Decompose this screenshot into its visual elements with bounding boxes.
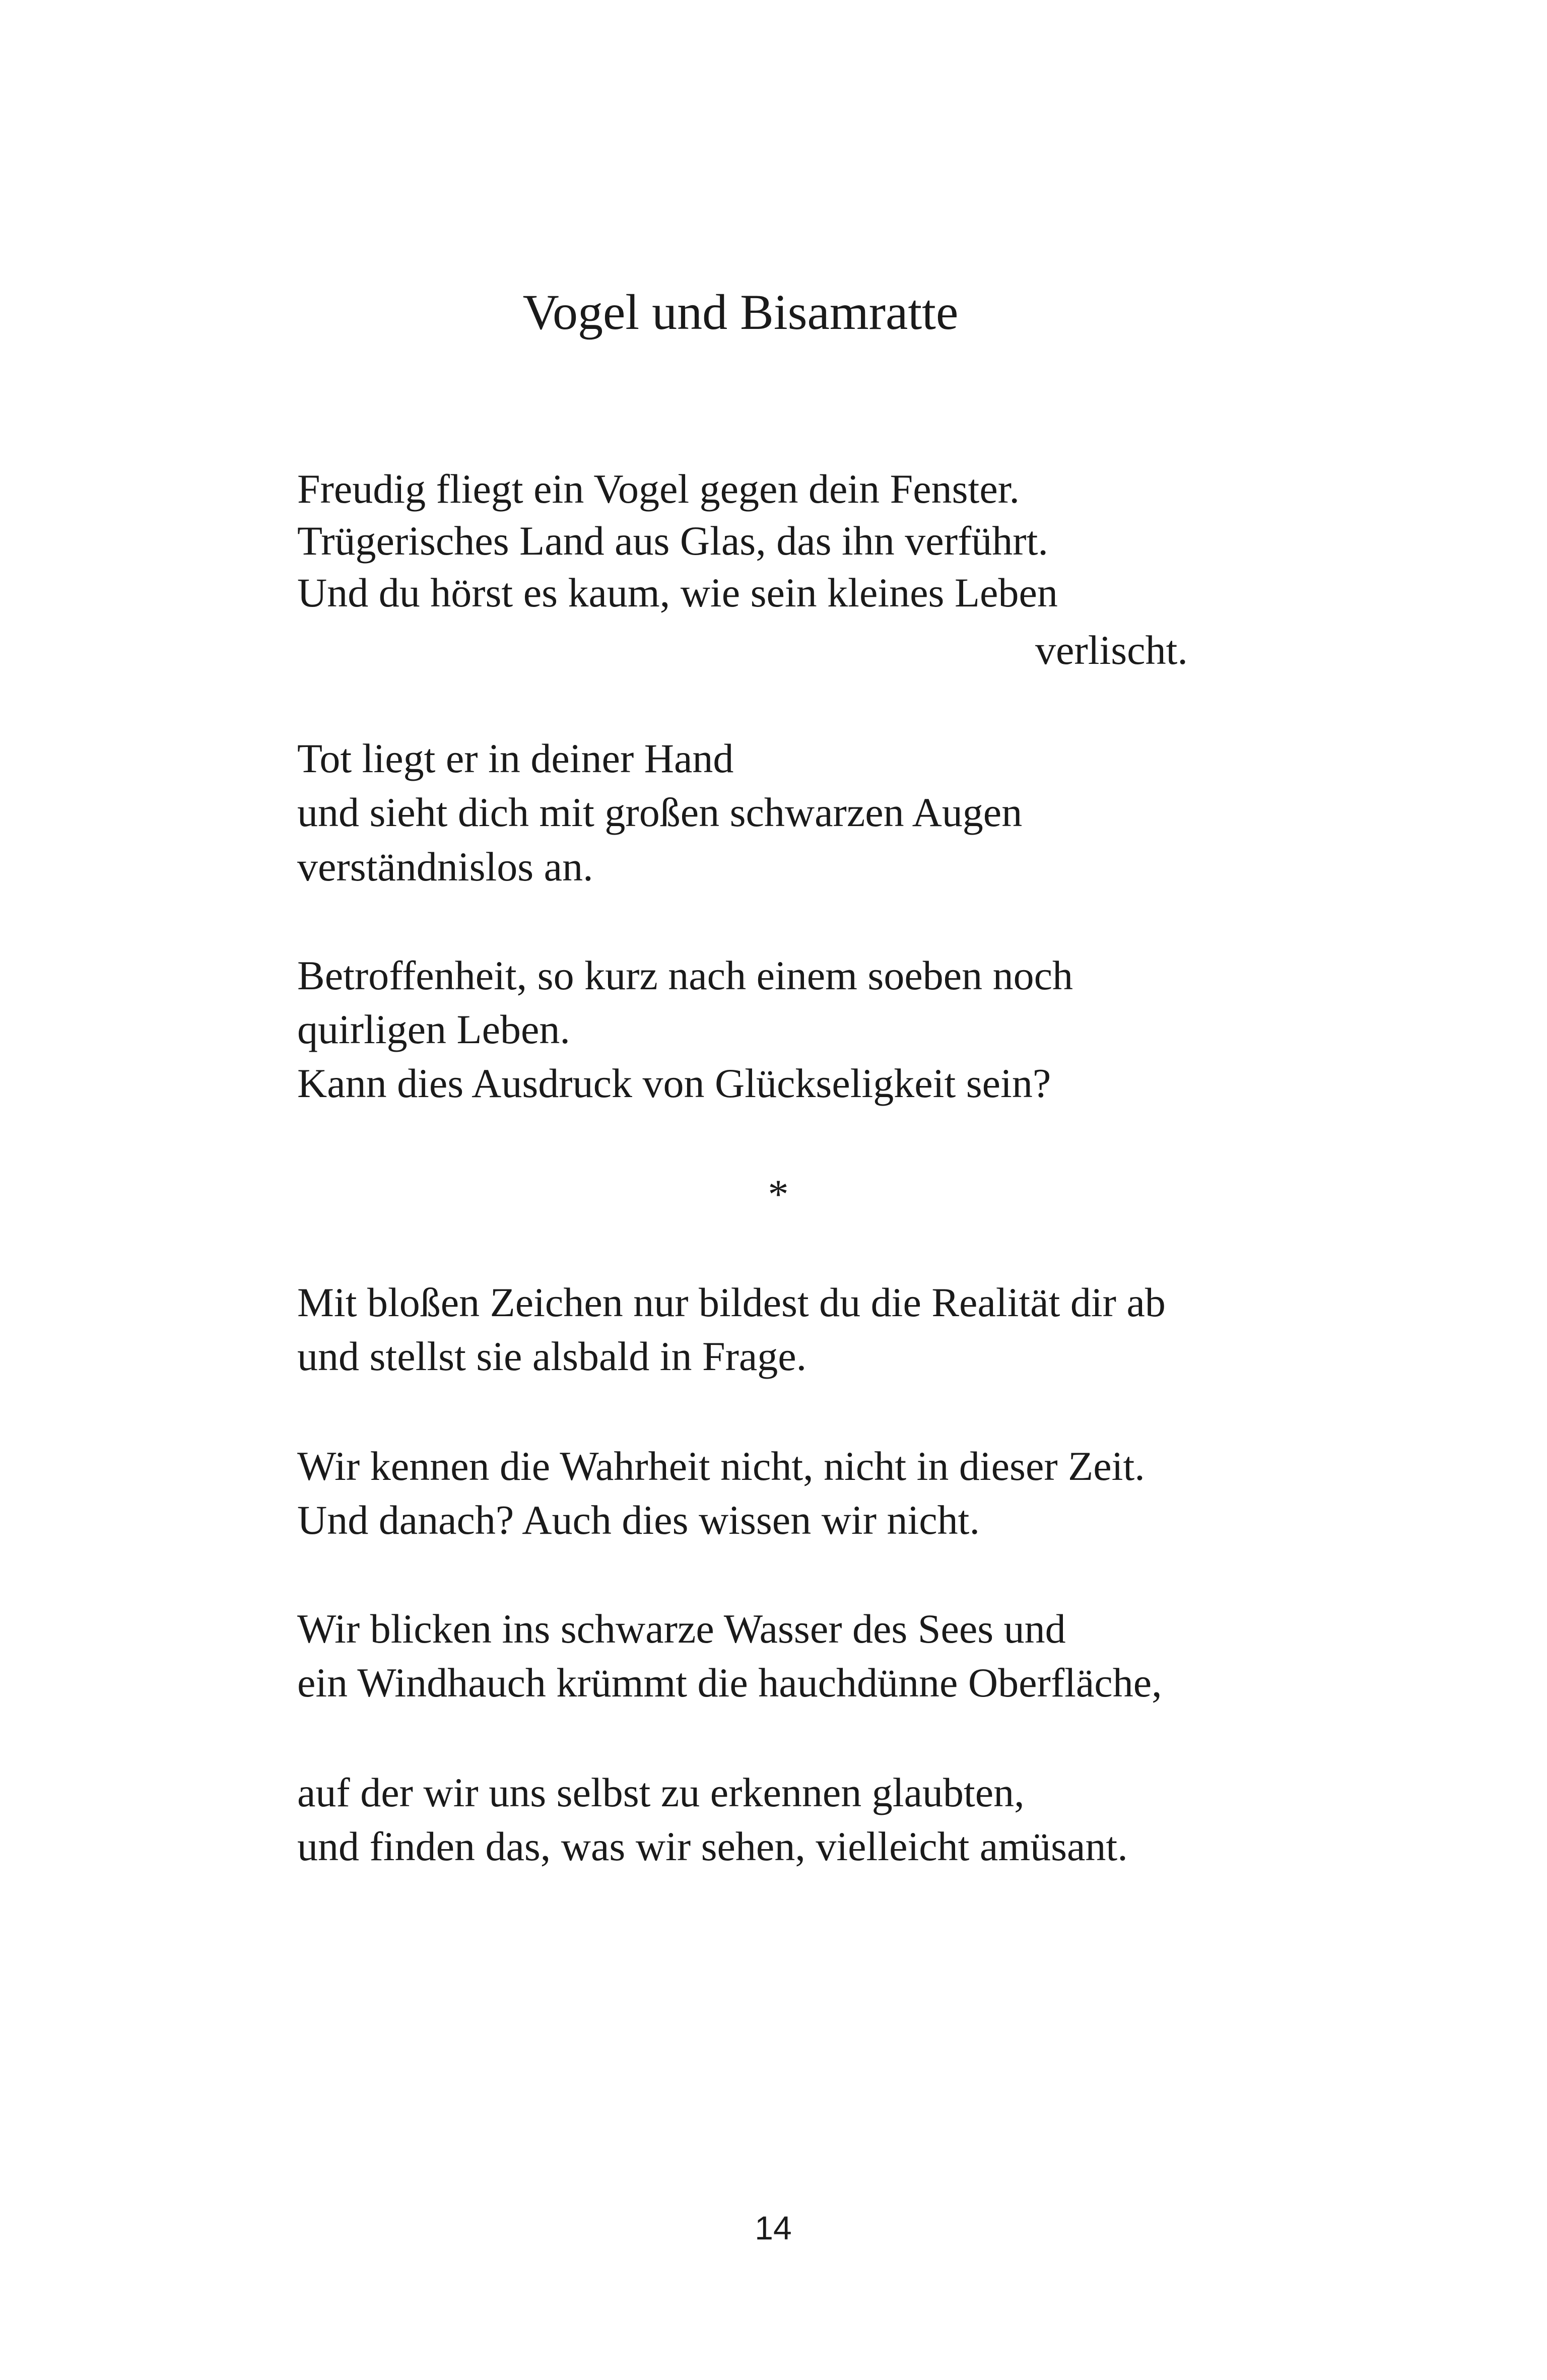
poem-line: verständnislos an. <box>297 844 593 890</box>
poem-line: Trügerisches Land aus Glas, das ihn verführt. <box>297 518 1048 564</box>
poem-line: ein Windhauch krümmt die hauchdünne Oberfläche, <box>297 1660 1162 1706</box>
poem-line-indented: verlischt. <box>1035 627 1188 673</box>
poem-line: Betroffenheit, so kurz nach einem soeben noch <box>297 953 1073 998</box>
poem-line: Tot liegt er in deiner Hand <box>297 735 734 781</box>
poem-line: und sieht dich mit großen schwarzen Augen <box>297 789 1023 835</box>
page-number: 14 <box>755 2209 792 2247</box>
poem-line: Kann dies Ausdruck von Glückseligkeit sein? <box>297 1060 1051 1106</box>
poem-line: Und du hörst es kaum, wie sein kleines Leben <box>297 570 1058 616</box>
poem-line: quirligen Leben. <box>297 1006 570 1052</box>
poem-line: Mit bloßen Zeichen nur bildest du die Realität dir ab <box>297 1279 1166 1325</box>
poem-line: Freudig fliegt ein Vogel gegen dein Fenster. <box>297 466 1020 512</box>
poem-line: auf der wir uns selbst zu erkennen glaubten, <box>297 1770 1025 1815</box>
poem-line: Wir blicken ins schwarze Wasser des Sees und <box>297 1606 1066 1652</box>
section-separator: * <box>768 1171 789 1217</box>
poem-line: Und danach? Auch dies wissen wir nicht. <box>297 1497 980 1543</box>
poem-title: Vogel und Bisamratte <box>522 284 959 340</box>
poem-line: und finden das, was wir sehen, vielleicht amüsant. <box>297 1823 1128 1869</box>
poem-line: Wir kennen die Wahrheit nicht, nicht in dieser Zeit. <box>297 1443 1145 1489</box>
poem-line: und stellst sie alsbald in Frage. <box>297 1333 807 1379</box>
